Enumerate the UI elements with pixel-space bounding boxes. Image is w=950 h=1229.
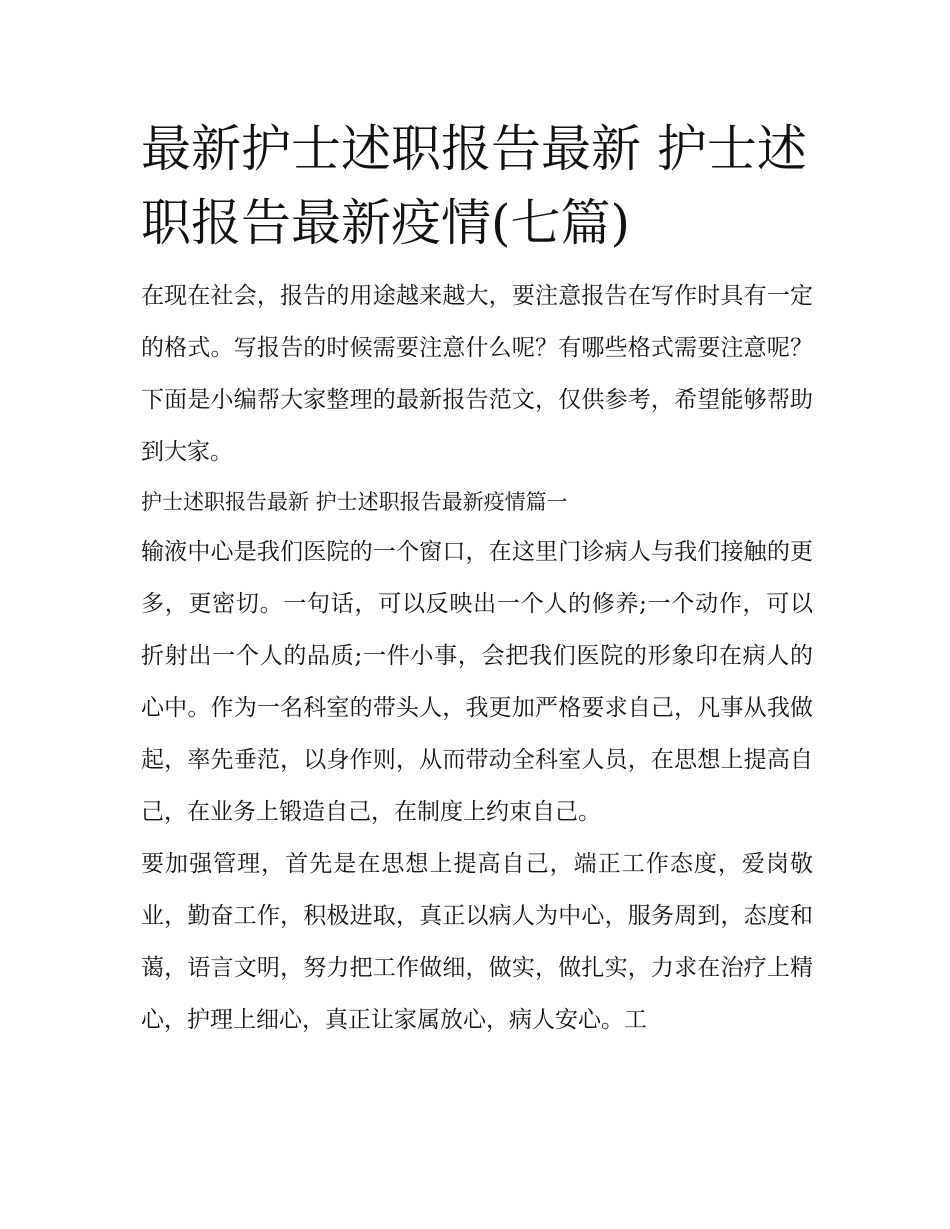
body-paragraph: 要加强管理，首先是在思想上提高自己，端正工作态度，爱岗敬业，勤奋工作，积极进取，真正以病人为中心，服务周到，态度和蔼，语言文明，努力把工作做细，做实，做扎实，力求在治疗上精心，护理上细心，真正让家属放心，病人安心。工 [141,851,813,1033]
document-page [141,112,813,1046]
body-paragraph: 输液中心是我们医院的一个窗口，在这里门诊病人与我们接触的更多，更密切。一句话，可以反映出一个人的修养;一个动作，可以折射出一个人的品质;一件小事，会把我们医院的形象印在病人的心中。作为一名科室的带头人，我更加严格要求自己，凡事从我做起，率先垂范，以身作则，从而带动全科室人员，在思想上提高自己，在业务上锻造自己，在制度上约束自己。 [141,539,813,825]
intro-paragraph: 在现在社会，报告的用途越来越大，要注意报告在写作时具有一定的格式。写报告的时候需要注意什么呢？有哪些格式需要注意呢？下面是小编帮大家整理的最新报告范文，仅供参考，希望能够帮助到大家。 [141,283,813,465]
document-title: 最新护士述职报告最新 护士述职报告最新疫情(七篇) [141,120,807,252]
section-heading: 护士述职报告最新 护士述职报告最新疫情篇一 [141,490,568,514]
